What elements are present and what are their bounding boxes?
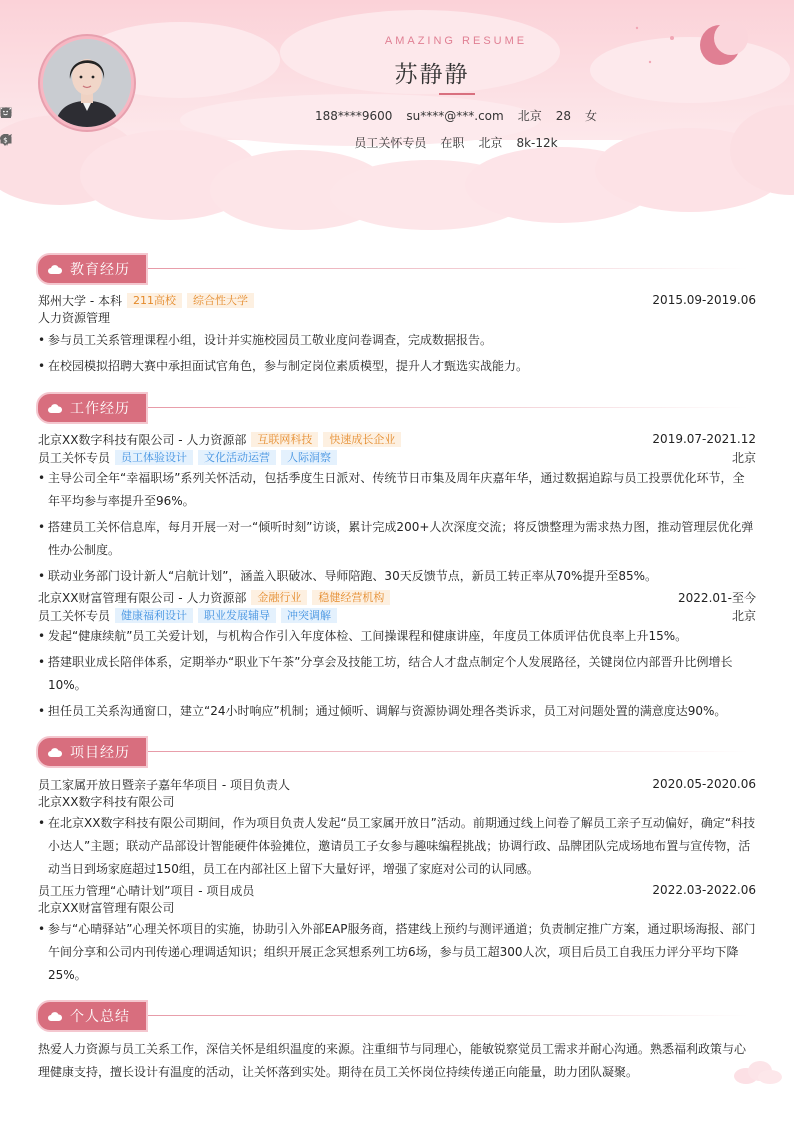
name-underline (439, 93, 475, 95)
work-bullets (38, 625, 756, 723)
school-tag: 211高校 (127, 293, 182, 308)
salary-icon (0, 134, 11, 145)
school-name: 郑州大学 - 本科 (38, 293, 122, 308)
project-bullets (38, 918, 756, 987)
project-entry (38, 775, 756, 881)
cloud-icon (48, 265, 62, 274)
company-name: 北京XX数字科技有限公司 - 人力资源部 (38, 432, 247, 447)
cloud-icon (48, 748, 62, 757)
section-divider (148, 1015, 748, 1016)
skill-tag: 文化活动运营 (198, 450, 276, 465)
education-bullets (38, 329, 756, 378)
section-title-text: 教育经历 (70, 262, 130, 278)
section-title-text: 个人总结 (70, 1009, 130, 1025)
job-role: 员工关怀专员 (38, 608, 111, 623)
education-date: 2015.09-2019.06 (652, 293, 756, 307)
list-item: • 联动业务部门设计新人“启航计划”，涵盖入职破冰、导师陪跑、30天反馈节点，新员工转正率从70%提升至85%。 (38, 565, 756, 588)
target-city-item: 北京 (478, 134, 502, 151)
job-role: 员工关怀专员 (38, 450, 111, 465)
project-title: 员工家属开放日暨亲子嘉年华项目 - 项目负责人 (38, 777, 290, 792)
gender-item: 女 (585, 107, 597, 124)
list-item: • 在北京XX数字科技有限公司期间，作为项目负责人发起“员工家属开放日”活动。前期通过线上问卷了解员工亲子互动偏好，确定“科技小达人”主题；联动产品部设计智能硬件体验摊位，邀请员工子女参与趣味编程挑战；协调行政、品牌团队完成场地布置与宣传物，活动当日到场家庭超过150组，员工在内部社区上留下大量好评，增强了家庭对公司的认同感。 (38, 812, 756, 881)
work-city: 北京 (731, 608, 756, 623)
work-city: 北京 (731, 450, 756, 465)
section-divider (148, 268, 748, 269)
section-work (36, 392, 756, 424)
section-title-text: 项目经历 (70, 745, 130, 761)
skill-tag: 职业发展辅导 (198, 608, 276, 623)
summary-text: 热爱人力资源与员工关系工作，深信关怀是组织温度的来源。注重细节与同理心，能敏锐察觉员工需求并耐心沟通。熟悉福利政策与心理健康支持，擅长设计有温度的活动，让关怀落到实处。期待在员工关怀岗位持续传递正向能量，助力团队凝聚。 (38, 1042, 747, 1079)
section-divider (148, 407, 748, 408)
section-title-text: 工作经历 (70, 401, 130, 417)
section-divider (148, 751, 748, 752)
email-item: su****@***.com (406, 109, 503, 123)
project-date: 2020.05-2020.06 (652, 777, 756, 791)
contact-row (0, 107, 794, 124)
age-item: 28 (556, 109, 571, 123)
company-tag: 金融行业 (251, 590, 307, 605)
project-bullets (38, 812, 756, 881)
company-tag: 稳健经营机构 (312, 590, 390, 605)
skill-tag: 员工体验设计 (115, 450, 193, 465)
candidate-name: 苏静静 (394, 62, 470, 88)
school-tag: 综合性大学 (187, 293, 254, 308)
company-name: 北京XX财富管理有限公司 - 人力资源部 (38, 590, 247, 605)
phone-item: 188****9600 (315, 109, 392, 123)
section-education (36, 253, 756, 285)
project-org: 北京XX财富管理有限公司 (38, 901, 175, 915)
company-tag: 快速成长企业 (323, 432, 401, 447)
company-tag: 互联网科技 (251, 432, 318, 447)
work-entry (38, 430, 756, 588)
work-entry (38, 588, 756, 723)
list-item: • 主导公司全年“幸福职场”系列关怀活动，包括季度生日派对、传统节日市集及周年庆嘉年华，通过数据追踪与员工投票优化环节，全年平均参与率提升至96%。 (38, 467, 756, 513)
list-item: • 担任员工关系沟通窗口，建立“24小时响应”机制；通过倾听、调解与资源协调处理各类诉求，员工对问题处置的满意度达90%。 (38, 700, 756, 723)
list-item: • 搭建员工关怀信息库，每月开展一对一“倾听时刻”访谈，累计完成200+人次深度交流；将反馈整理为需求热力图，推动管理层优化弹性办公制度。 (38, 516, 756, 562)
list-item: • 在校园模拟招聘大赛中承担面试官角色，参与制定岗位素质模型，提升人才甄选实战能力。 (38, 355, 756, 378)
home-city-item: 北京 (518, 107, 542, 124)
work-date: 2022.01-至今 (678, 590, 756, 605)
section-project (36, 736, 756, 768)
major: 人力资源管理 (38, 311, 111, 325)
job-intent-row (0, 134, 794, 151)
target-position-item: 员工关怀专员 (354, 134, 426, 151)
svg-text:$: $ (3, 135, 8, 145)
salary-item: $ 8k-12k (516, 136, 557, 150)
work-bullets (38, 467, 756, 588)
resume-header (0, 0, 794, 240)
work-date: 2019.07-2021.12 (652, 432, 756, 446)
education-entry (38, 291, 756, 378)
list-item: • 搭建职业成长陪伴体系，定期举办“职业下午茶”分享会及技能工坊，结合人才盘点制定个人发展路径，关键岗位内部晋升比例增长10%。 (38, 651, 756, 697)
section-summary (36, 1000, 756, 1032)
list-item: • 发起“健康续航”员工关爱计划，与机构合作引入年度体检、工间操课程和健康讲座，年度员工体质评估优良率上升15%。 (38, 625, 756, 648)
cloud-icon (48, 1012, 62, 1021)
skill-tag: 人际洞察 (281, 450, 337, 465)
list-item: • 参与员工关系管理课程小组，设计并实施校园员工敬业度问卷调查，完成数据报告。 (38, 329, 756, 352)
gender-icon (0, 107, 11, 118)
resume-eyebrow: AMAZING RESUME (384, 35, 528, 47)
project-title: 员工压力管理“心晴计划”项目 - 项目成员 (38, 883, 255, 898)
status-item: 在职 (440, 134, 464, 151)
decorative-cloud-icon (728, 1058, 784, 1086)
skill-tag: 冲突调解 (281, 608, 337, 623)
list-item: • 参与“心晴驿站”心理关怀项目的实施，协助引入外部EAP服务商，搭建线上预约与测评通道；负责制定推广方案，通过职场海报、部门午间分享和公司内刊传递心理调适知识；组织开展正念冥想系列工坊6场，参与员工超300人次，项目后员工自我压力评分平均下降25%。 (38, 918, 756, 987)
project-date: 2022.03-2022.06 (652, 883, 756, 897)
project-org: 北京XX数字科技有限公司 (38, 795, 175, 809)
project-entry (38, 881, 756, 987)
skill-tag: 健康福利设计 (115, 608, 193, 623)
cloud-icon (48, 404, 62, 413)
